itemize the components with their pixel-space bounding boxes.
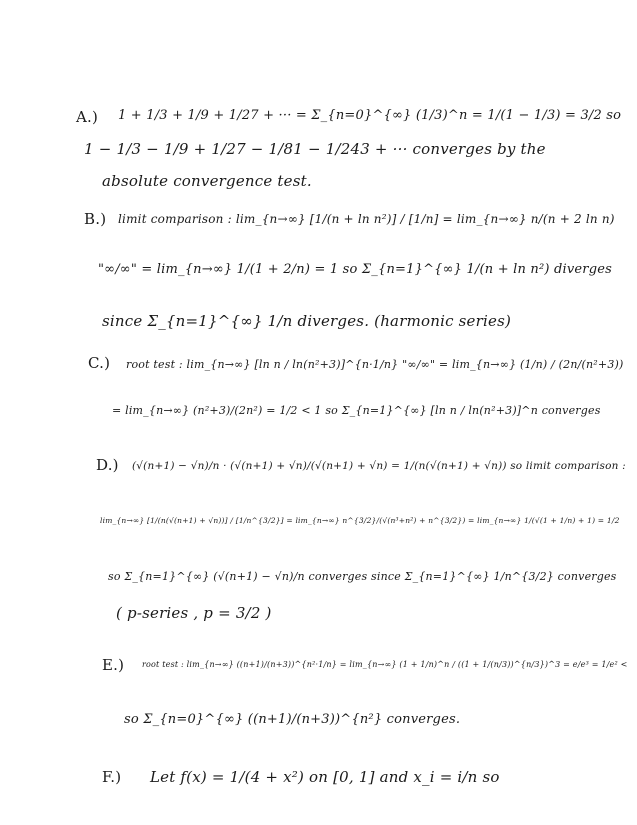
- problem-f-line-1: Let f(x) = 1/(4 + x²) on [0, 1] and x_i = i/n so: [150, 768, 500, 786]
- problem-a-line-2: 1 − 1/3 − 1/9 + 1/27 − 1/81 − 1/243 + ··· converges by the: [84, 140, 546, 158]
- problem-e-label: E.): [102, 656, 125, 674]
- problem-d-line-3: so Σ_{n=1}^{∞} (√(n+1) − √n)/n converges since Σ_{n=1}^{∞} 1/n^{3/2} converges: [108, 570, 617, 583]
- problem-b-line-3: since Σ_{n=1}^{∞} 1/n diverges. (harmonic series): [102, 312, 512, 330]
- problem-d-line-2: lim_{n→∞} [1/(n(√(n+1) + √n))] / [1/n^{3/2}] = lim_{n→∞} n^{3/2}/(√(n³+n²) + n^{3/2}) = lim_{n→∞} 1/(√(1 + 1/n) + 1) = 1/2: [100, 516, 620, 525]
- problem-c-line-2: = lim_{n→∞} (n²+3)/(2n²) = 1/2 < 1 so Σ_{n=1}^{∞} [ln n / ln(n²+3)]^n converges: [112, 404, 601, 417]
- problem-c-label: C.): [88, 354, 111, 372]
- problem-a-line-3: absolute convergence test.: [102, 172, 312, 190]
- problem-d-line-4: ( p-series , p = 3/2 ): [116, 604, 272, 622]
- problem-b-line-1: limit comparison : lim_{n→∞} [1/(n + ln n²)] / [1/n] = lim_{n→∞} n/(n + 2 ln n): [118, 212, 615, 226]
- problem-a-label: A.): [76, 108, 99, 126]
- problem-b-label: B.): [84, 210, 107, 228]
- problem-d-label: D.): [96, 456, 119, 474]
- problem-e-line-1: root test : lim_{n→∞} ((n+1)/(n+3))^{n²·1/n} = lim_{n→∞} (1 + 1/n)^n / ((1 + 1/(n/3))^{n/3})^3 = e/e³ = 1/e² <: [142, 660, 628, 669]
- problem-a-line-1: 1 + 1/3 + 1/9 + 1/27 + ··· = Σ_{n=0}^{∞} (1/3)^n = 1/(1 − 1/3) = 3/2 so: [118, 108, 622, 123]
- problem-d-line-1: (√(n+1) − √n)/n · (√(n+1) + √n)/(√(n+1) + √n) = 1/(n(√(n+1) + √n)) so limit comparison :: [132, 460, 626, 472]
- problem-b-line-2: "∞/∞" = lim_{n→∞} 1/(1 + 2/n) = 1 so Σ_{n=1}^{∞} 1/(n + ln n²) diverges: [98, 262, 612, 277]
- problem-f-label: F.): [102, 768, 122, 786]
- problem-c-line-1: root test : lim_{n→∞} [ln n / ln(n²+3)]^{n·1/n} "∞/∞" = lim_{n→∞} (1/n) / (2n/(n²+3)): [126, 358, 624, 371]
- problem-e-line-2: so Σ_{n=0}^{∞} ((n+1)/(n+3))^{n²} converges.: [124, 712, 461, 727]
